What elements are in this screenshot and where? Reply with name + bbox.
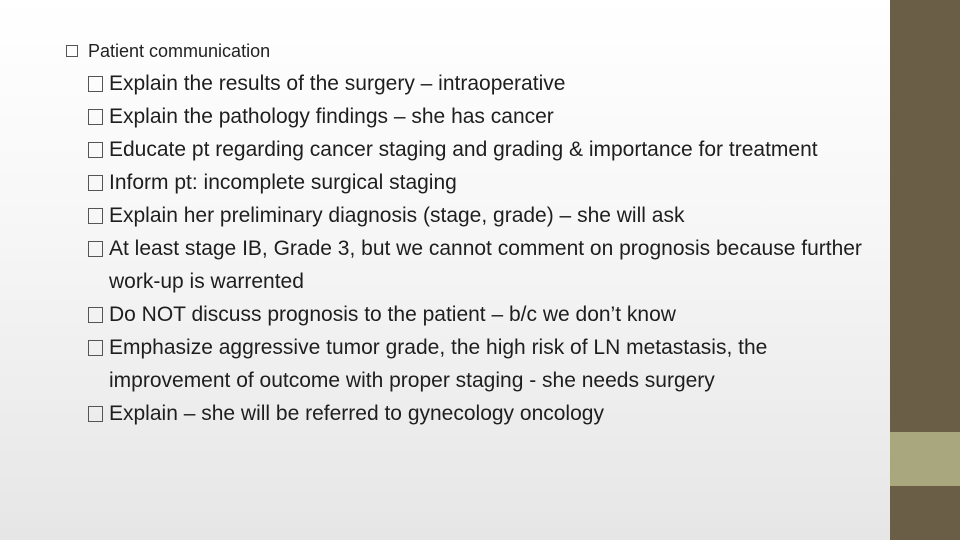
square-box-icon bbox=[66, 45, 78, 57]
list-item-text: Explain the pathology findings – she has cancer bbox=[109, 105, 554, 128]
square-box-icon bbox=[88, 406, 103, 422]
list-item bbox=[88, 67, 876, 100]
list-item bbox=[88, 133, 876, 166]
list-item bbox=[88, 199, 876, 232]
square-box-icon bbox=[88, 142, 103, 158]
list-item-text: At least stage IB, Grade 3, but we cannot comment on prognosis because further work-up is warrented bbox=[109, 237, 862, 293]
square-box-icon bbox=[88, 76, 103, 92]
list-item-text: Educate pt regarding cancer staging and grading & importance for treatment bbox=[109, 138, 818, 161]
square-box-icon bbox=[88, 241, 103, 257]
square-box-icon bbox=[88, 208, 103, 224]
list-item-text: Explain – she will be referred to gynecology oncology bbox=[109, 402, 604, 425]
list-item-text: Explain the results of the surgery – intraoperative bbox=[109, 72, 566, 95]
decorative-sidebar-accent bbox=[890, 432, 960, 486]
square-box-icon bbox=[88, 307, 103, 323]
list-item bbox=[88, 331, 876, 397]
section-heading-text: Patient communication bbox=[88, 40, 271, 61]
list-item-text: Do NOT discuss prognosis to the patient – b/c we don’t know bbox=[109, 303, 676, 326]
list-item-text: Emphasize aggressive tumor grade, the high risk of LN metastasis, the improvement of outcome with proper staging - she needs surgery bbox=[109, 336, 768, 392]
list-item-text: Inform pt: incomplete surgical staging bbox=[109, 171, 457, 194]
list-item bbox=[88, 166, 876, 199]
square-box-icon bbox=[88, 340, 103, 356]
list-item bbox=[88, 232, 876, 298]
square-box-icon bbox=[88, 175, 103, 191]
list-item bbox=[88, 397, 876, 430]
bullet-list bbox=[66, 67, 876, 430]
slide-content bbox=[66, 38, 876, 430]
list-item bbox=[88, 100, 876, 133]
square-box-icon bbox=[88, 109, 103, 125]
list-item bbox=[88, 298, 876, 331]
list-item-text: Explain her preliminary diagnosis (stage, grade) – she will ask bbox=[109, 204, 685, 227]
section-heading bbox=[66, 38, 876, 64]
